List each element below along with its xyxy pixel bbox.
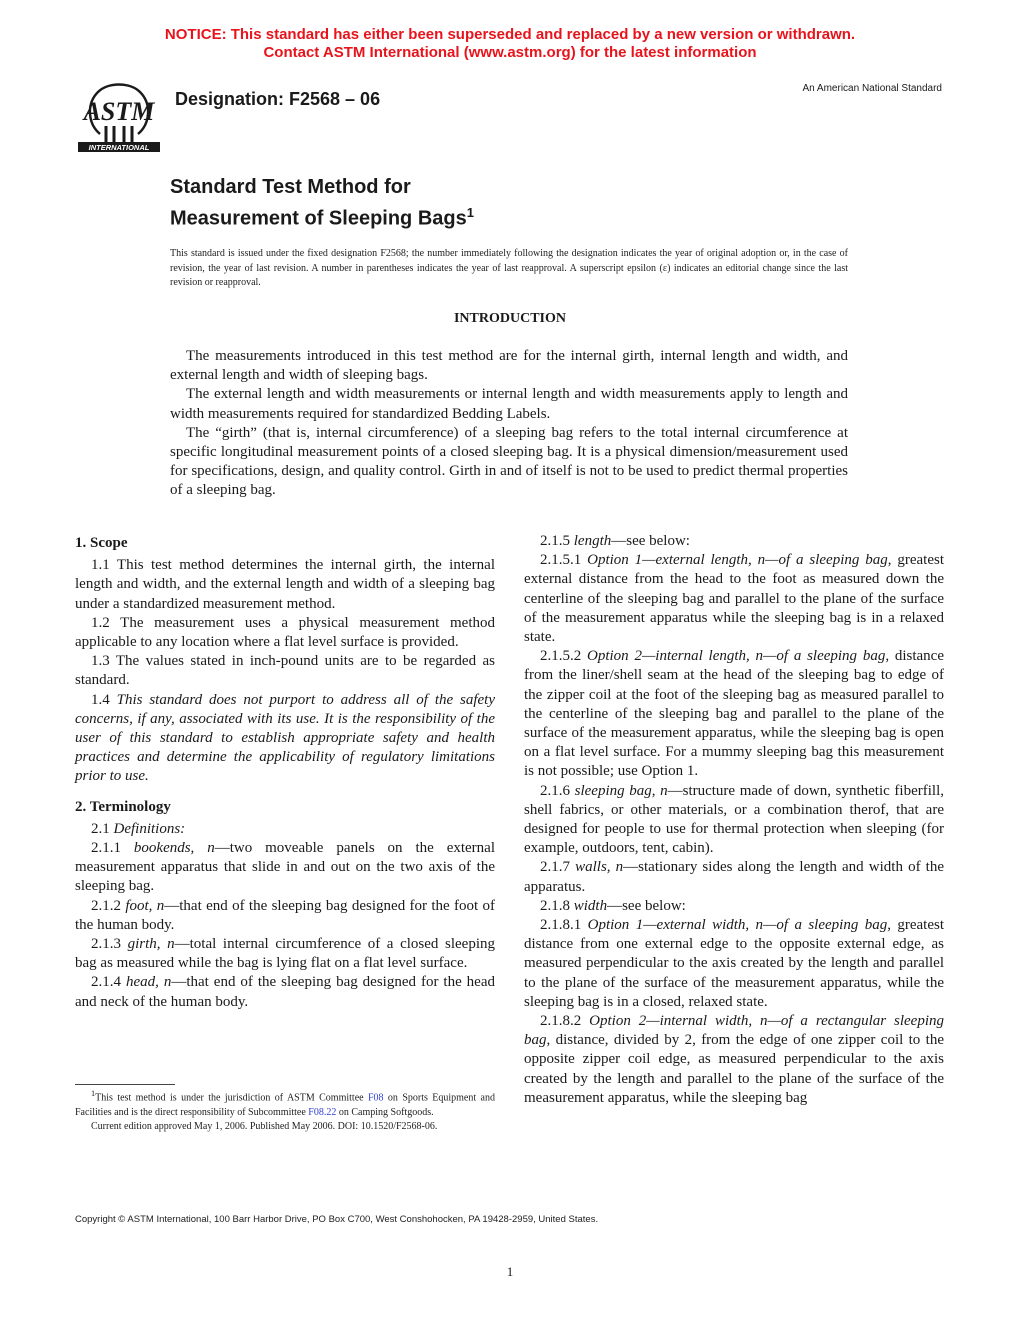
paragraph-2-1: 2.1 Definitions: [91,820,186,837]
notice-line-2: Contact ASTM International (www.astm.org) for the latest information [263,44,757,61]
paragraph-2-1-5-2: 2.1.5.2 Option 2—internal length, n—of a sleeping bag, distance from the liner/shell seam at the head of the sleeping bag to edge of the zipper coil at the foot of the sleeping bag as measured parallel to the centerline of the sleeping bag and parallel to the plane of the surface of the measurement apparatus, while the sleeping bag is open on a flat level surface. For a mummy sleeping bag this measurement is not possible; use Option 1. [524,648,944,780]
paragraph-1-1: 1.1 This test method determines the internal girth, the internal length and width, and the external length and width of a sleeping bag under a standardized measurement method. [75,557,495,612]
right-column [524,532,944,1108]
title-line-1: Standard Test Method for [170,176,411,198]
introduction-heading: INTRODUCTION [453,311,566,326]
page-number: 1 [506,1264,514,1279]
logo-subtext: INTERNATIONAL [88,143,150,152]
title-footnote-mark: 1 [466,205,474,220]
subcommittee-link[interactable]: F08.22 [308,1106,337,1118]
footnote-edition: Current edition approved May 1, 2006. Published May 2006. DOI: 10.1520/F2568-06. [91,1120,438,1132]
intro-paragraph: The measurements introduced in this test method are for the internal girth, internal length and width, and external length and width of sleeping bags. [170,348,848,384]
paragraph-2-1-2: 2.1.2 foot, n—that end of the sleeping bag designed for the foot of the human body. [75,897,495,933]
document-title [170,175,474,232]
paragraph-1-4: 1.4 This standard does not purport to address all of the safety concerns, if any, associated with its use. It is the responsibility of the user of this standard to establish appropriate safety and health practices and determine the applicability of regulatory limitations prior to use. [75,691,496,785]
title-line-2 [170,200,474,232]
introduction [170,347,848,501]
astm-logo-icon [78,76,160,154]
left-column [75,534,495,1012]
paragraph-2-1-1: 2.1.1 bookends, n—two moveable panels on the external measurement apparatus that slide in and out on the two axis of the sleeping bag. [75,840,495,895]
paragraph-2-1-8-1: 2.1.8.1 Option 1—external width, n—of a sleeping bag, greatest distance from one external edge to the opposite external edge, as measured perpendicular to the axis created by the length and parallel to the plane of the surface of the measurement apparatus, while the sleeping bag is in a closed, relaxed state. [524,917,944,1010]
section-heading-scope: 1. Scope [75,535,128,551]
footnote-divider [75,1084,175,1085]
issuance-note: This standard is issued under the fixed designation F2568; the number immediately following the designation indicates the year of original adoption or, in the case of revision, the year of last revision. A number in parentheses indicates the year of last reapproval. A superscript epsilon (ε) indicates an editorial change since the last revision or reapproval. [170,248,848,288]
paragraph-2-1-5-1: 2.1.5.1 Option 1—external length, n—of a sleeping bag, greatest external distance from the head to the foot as measured down the centerline of the sleeping bag and parallel to the plane of the surface of the measurement apparatus while the sleeping bag is in a relaxed state. [524,552,945,646]
paragraph-2-1-5: 2.1.5 length—see below: [540,533,690,549]
footnote-jurisdiction: $^1$This test method is under the jurisdiction of ASTM Committee F08 on Sports Equipment and Facilities and is the direct responsibility of Subcommittee F08.22 on Camping Softgoods. [75,1089,495,1118]
intro-paragraph: The external length and width measurements or internal length and width measurements apply to length and width measurements required for standardized Bedding Labels. [170,386,848,422]
paragraph-2-1-4: 2.1.4 head, n—that end of the sleeping bag designed for the head and neck of the human body. [75,974,496,1010]
paragraph-2-1-3: 2.1.3 girth, n—total internal circumference of a closed sleeping bag as measured while the bag is lying flat on a flat level surface. [75,936,495,972]
paragraph-2-1-6: 2.1.6 sleeping bag, n—structure made of down, synthetic fiberfill, shell fabrics, or other materials, or a combination therof, that are designed for people to use for thermal protection when sleeping (for example, outdoors, tent, cabin). [524,782,944,857]
american-national-standard: An American National Standard [802,83,942,94]
logo-letters: ASTM [83,97,155,126]
copyright-line: Copyright © ASTM International, 100 Barr Harbor Drive, PO Box C700, West Conshohocken, PA 19428-2959, United States. [75,1214,599,1225]
notice-line-1: NOTICE: This standard has either been superseded and replaced by a new version or withdrawn. [164,26,856,43]
designation: Designation: F2568 – 06 [175,89,381,109]
committee-link[interactable]: F08 [367,1092,384,1104]
paragraph-2-1-8-2: 2.1.8.2 Option 2—internal width, n—of a rectangular sleeping bag, distance, divided by 2, from the edge of one zipper coil to the opposite zipper coil edge, as measured perpendicular to the axis created by the length and parallel to the plane of the surface of the measurement apparatus, while the sleeping bag [524,1013,945,1106]
paragraph-2-1-7: 2.1.7 walls, n—stationary sides along the length and width of the apparatus. [524,859,944,895]
section-heading-terminology: 2. Terminology [75,798,171,815]
intro-paragraph: The “girth” (that is, internal circumference) of a sleeping bag refers to the total internal circumference at specific longitudinal measurement points of a closed sleeping bag. It is a physical dimension/measurement used for specifications, design, and quality control. Girth in and of itself is not to be used to predict thermal properties of a sleeping bag. [170,424,848,499]
paragraph-2-1-8: 2.1.8 width—see below: [540,897,686,914]
paragraph-1-2: 1.2 The measurement uses a physical measurement method applicable to any location where a flat level surface is provided. [75,614,495,651]
footnote [75,1087,495,1134]
paragraph-1-3: 1.3 The values stated in inch-pound units are to be regarded as standard. [75,653,495,689]
withdrawal-notice [0,26,1020,62]
title-line-2-text: Measurement of Sleeping Bags [170,207,467,230]
